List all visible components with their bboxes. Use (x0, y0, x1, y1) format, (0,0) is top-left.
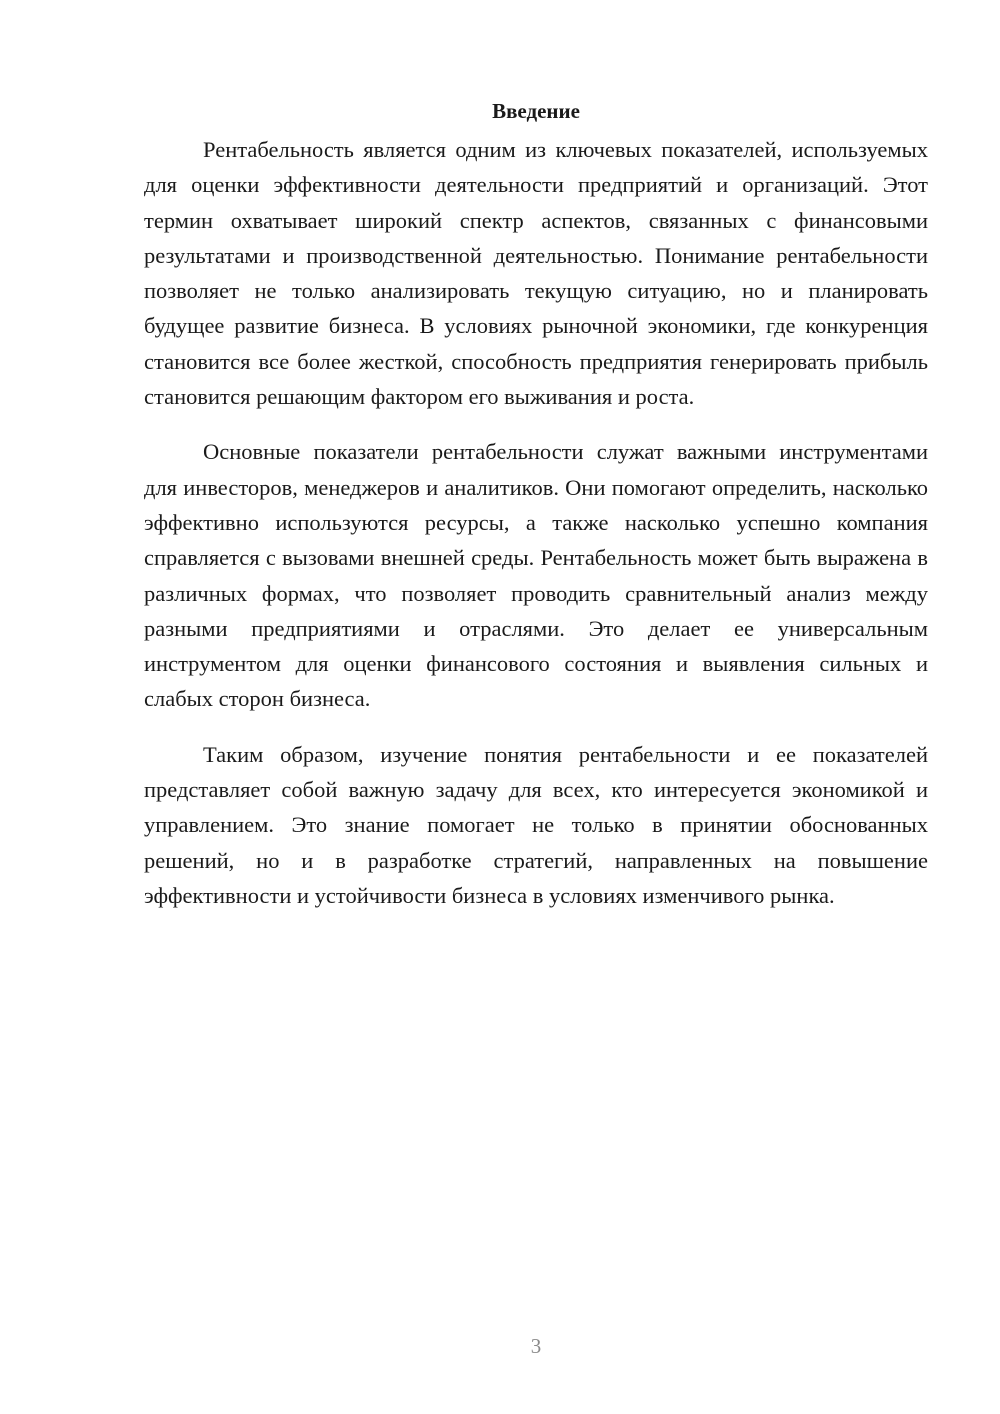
paragraph-1: Рентабельность является одним из ключевых показателей, используемых для оценки эффективности деятельности предприятий и организаций. Этот термин охватывает широкий спектр аспектов, связанных с финансовыми результатами и производственной деятельностью. Понимание рентабельности позволяет не только анализировать текущую ситуацию, но и планировать будущее развитие бизнеса. В условиях рыночной экономики, где конкуренция становится все более жесткой, способность предприятия генерировать прибыль становится решающим фактором его выживания и роста. (144, 137, 928, 410)
page-content (144, 96, 928, 933)
page-number: 3 (530, 1334, 542, 1358)
paragraph-3: Таким образом, изучение понятия рентабельности и ее показателей представляет собой важную задачу для всех, кто интересуется экономикой и управлением. Это знание помогает не только в принятии обоснованных решений, но и в разработке стратегий, направленных на повышение эффективности и устойчивости бизнеса в условиях изменчивого рынка. (144, 741, 928, 908)
paragraph-2: Основные показатели рентабельности служат важными инструментами для инвесторов, менеджеров и аналитиков. Они помогают определить, насколько эффективно используются ресурсы, а также насколько успешно компания справляется с вызовами внешней среды. Рентабельность может быть выражена в различных формах, что позволяет проводить сравнительный анализ между разными предприятиями и отраслями. Это делает ее универсальным инструментом для оценки финансового состояния и выявления сильных и слабых сторон бизнеса. (144, 439, 928, 712)
section-heading: Введение (492, 99, 580, 123)
